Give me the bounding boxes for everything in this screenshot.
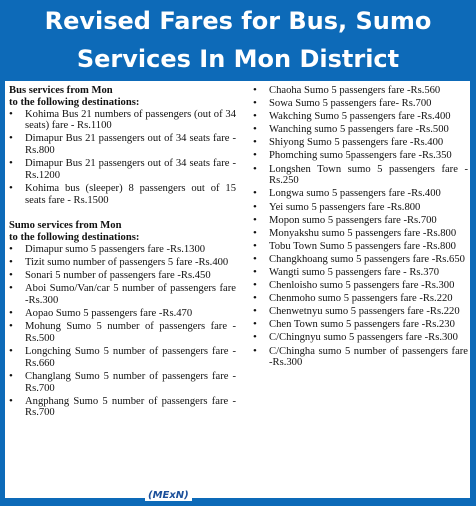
list-item: • Kohima bus (sleeper) 8 passengers out of 15 seats fare - Rs.1500 [9, 183, 236, 207]
list-item: • Longching Sumo 5 number of passengers fare - Rs.660 [9, 346, 236, 370]
right-column [253, 85, 468, 370]
section-spacer [9, 208, 236, 220]
list-item: • Longshen Town sumo 5 passengers fare -Rs.250 [253, 164, 468, 188]
list-item: • Wanching sumo 5 passengers fare -Rs.500 [253, 124, 468, 136]
list-item: • Angphang Sumo 5 number of passengers fare -Rs.700 [9, 396, 236, 420]
article-headline [0, 0, 476, 80]
list-item: • Sonari 5 number of passengers fare -Rs.450 [9, 270, 236, 282]
sumo-fare-list-left [9, 244, 236, 420]
bus-section-title-line-2: to the following destinations: [9, 96, 140, 108]
list-item: • Dimapur sumo 5 passengers fare -Rs.1300 [9, 244, 236, 256]
list-item: • Monyakshu sumo 5 passengers fare -Rs.800 [253, 228, 468, 240]
list-item: • Wakching Sumo 5 passengers fare -Rs.400 [253, 111, 468, 123]
list-item: • Mohung Sumo 5 number of passengers fare -Rs.500 [9, 321, 236, 345]
list-item: • Shiyong Sumo 5 passengers fare -Rs.400 [253, 137, 468, 149]
list-item: • Dimapur Bus 21 passengers out of 34 seats fare - Rs.1200 [9, 158, 236, 182]
list-item: • Aboi Sumo/Van/car 5 number of passengers fare -Rs.300 [9, 283, 236, 307]
list-item: • Dimapur Bus 21 passengers out of 34 seats fare - Rs.800 [9, 133, 236, 157]
list-item: • Wangti sumo 5 passengers fare - Rs.370 [253, 267, 468, 279]
list-item: • C/Chingha sumo 5 number of passengers fare -Rs.300 [253, 346, 468, 370]
list-item: • Chenwetnyu sumo 5 passengers fare -Rs.220 [253, 306, 468, 318]
list-item: • Chaoha Sumo 5 passengers fare -Rs.560 [253, 85, 468, 97]
list-item: • C/Chingnyu sumo 5 passengers fare -Rs.300 [253, 332, 468, 344]
list-item: • Sowa Sumo 5 passengers fare- Rs.700 [253, 98, 468, 110]
list-item: • Chenmoho sumo 5 passengers fare -Rs.220 [253, 293, 468, 305]
list-item: • Chen Town sumo 5 passengers fare -Rs.230 [253, 319, 468, 331]
sumo-section-title-line-1: Sumo services from Mon [9, 220, 122, 232]
headline-line-1: Revised Fares for Bus, Sumo [44, 7, 432, 35]
list-item: • Kohima Bus 21 numbers of passengers (out of 34 seats) fare - Rs.1100 [9, 109, 236, 133]
bus-fare-list [9, 109, 236, 207]
list-item: • Tizit sumo number of passengers 5 fare -Rs.400 [9, 257, 236, 269]
bus-section-title-line-1: Bus services from Mon [9, 85, 113, 96]
list-item: • Mopon sumo 5 passengers fare -Rs.700 [253, 215, 468, 227]
list-item: • Chenloisho sumo 5 passengers fare -Rs.300 [253, 280, 468, 292]
headline-line-2: Services In Mon District [76, 45, 400, 73]
sumo-fare-list-right [253, 85, 468, 369]
left-column [9, 85, 236, 421]
sumo-section-title-line-2: to the following destinations: [9, 231, 140, 243]
list-item: • Tobu Town Sumo 5 passengers fare -Rs.800 [253, 241, 468, 253]
list-item: • Changlang Sumo 5 number of passengers fare -Rs.700 [9, 371, 236, 395]
bus-section-title [9, 85, 236, 109]
list-item: • Phomching sumo 5passengers fare -Rs.350 [253, 150, 468, 162]
sumo-section-title [9, 220, 236, 244]
list-item: • Aopao Sumo 5 passengers fare -Rs.470 [9, 308, 236, 320]
source-watermark: (MExN) [145, 490, 192, 501]
list-item: • Changkhoang sumo 5 passengers fare -Rs.650 [253, 254, 468, 266]
fare-list-panel [5, 81, 470, 498]
list-item: • Yei sumo 5 passengers fare -Rs.800 [253, 202, 468, 214]
list-item: • Longwa sumo 5 passengers fare -Rs.400 [253, 188, 468, 200]
